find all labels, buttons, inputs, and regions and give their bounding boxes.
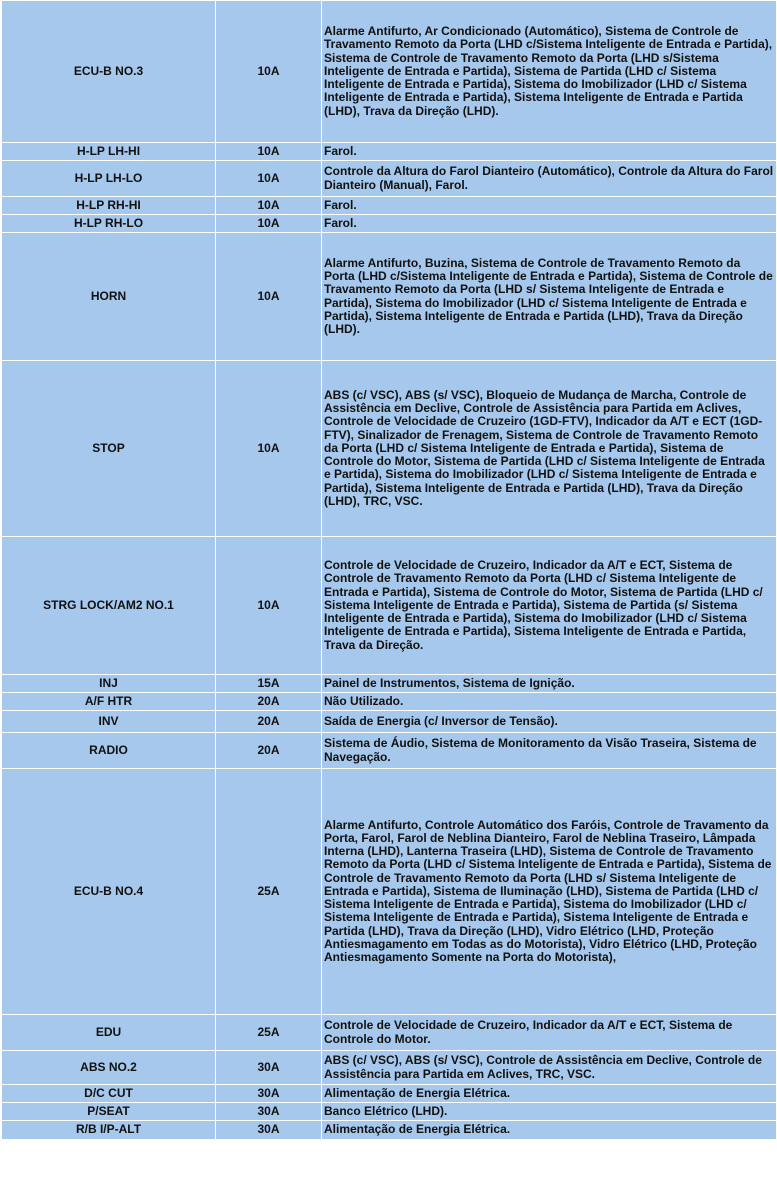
fuse-name: ECU-B NO.3 [2,1,216,143]
fuse-circuits: Alarme Antifurto, Ar Condicionado (Automático), Sistema de Controle de Travamento Remoto da Porta (LHD c/Sistema Inteligente de Entrada e Partida), Sistema de Controle de Travamento Remoto da Porta (LHD s/Sistema Inteligente de Entrada e Partida), Sistema de Partida (LHD c/ Sistema Inteligente de Entrada e Partida), Sistema do Imobilizador (LHD c/ Sistema Inteligente de Entrada e Partida), Sistema Inteligente de Entrada e Partida (LHD), Trava da Direção (LHD). [322,1,777,143]
fuse-circuits: Farol. [322,143,777,161]
table-row [2,733,777,769]
fuse-rating: 20A [216,733,322,769]
fuse-rating: 25A [216,1015,322,1051]
fuse-rating: 30A [216,1121,322,1140]
table-row [2,1085,777,1103]
fuse-rating: 10A [216,215,322,233]
table-row [2,197,777,215]
fuse-circuits: Alarme Antifurto, Buzina, Sistema de Controle de Travamento Remoto da Porta (LHD c/Sistema Inteligente de Entrada e Partida), Sistema de Controle de Travamento Remoto da Porta (LHD s/ Sistema Inteligente de Entrada e Partida), Sistema do Imobilizador (LHD c/ Sistema Inteligente de Entrada e Partida), Sistema Inteligente de Entrada e Partida (LHD), Trava da Direção (LHD). [322,233,777,361]
fuse-name: HORN [2,233,216,361]
table-row [2,675,777,693]
fuse-circuits: Saída de Energia (c/ Inversor de Tensão). [322,711,777,733]
fuse-rating: 30A [216,1051,322,1085]
table-row [2,1051,777,1085]
fuse-circuits: Controle de Velocidade de Cruzeiro, Indicador da A/T e ECT, Sistema de Controle de Travamento Remoto da Porta (LHD c/ Sistema Inteligente de Entrada e Partida), Sistema de Controle do Motor, Sistema de Partida (LHD c/ Sistema Inteligente de Entrada e Partida), Sistema de Partida (s/ Sistema Inteligente de Entrada e Partida), Sistema do Imobilizador (LHD c/ Sistema Inteligente de Entrada e Partida), Sistema Inteligente de Entrada e Partida, Trava da Direção. [322,537,777,675]
fuse-rating: 30A [216,1103,322,1121]
fuse-rating: 10A [216,197,322,215]
fuse-name: H-LP RH-LO [2,215,216,233]
fuse-circuits: Farol. [322,215,777,233]
fuse-name: D/C CUT [2,1085,216,1103]
fuse-circuits: Não Utilizado. [322,693,777,711]
table-row [2,537,777,675]
table-row [2,711,777,733]
fuse-name: STOP [2,361,216,537]
fuse-circuits: Sistema de Áudio, Sistema de Monitoramento da Visão Traseira, Sistema de Navegação. [322,733,777,769]
table-row [2,769,777,1015]
fuse-rating: 10A [216,143,322,161]
fuse-rating: 10A [216,1,322,143]
fuse-circuits: ABS (c/ VSC), ABS (s/ VSC), Bloqueio de Mudança de Marcha, Controle de Assistência em Declive, Controle de Assistência para Partida em Aclives, Controle de Velocidade de Cruzeiro (1GD-FTV), Indicador da A/T e ECT (1GD-FTV), Sinalizador de Frenagem, Sistema de Controle de Travamento Remoto da Porta (LHD c/ Sistema Inteligente de Entrada e Partida), Sistema de Controle do Motor, Sistema de Partida (LHD c/ Sistema Inteligente de Entrada e Partida), Sistema do Imobilizador (LHD c/ Sistema Inteligente de Entrada e Partida), Sistema Inteligente de Entrada e Partida (LHD), Trava da Direção (LHD), TRC, VSC. [322,361,777,537]
fuse-name: STRG LOCK/AM2 NO.1 [2,537,216,675]
fuse-circuits: Painel de Instrumentos, Sistema de Ignição. [322,675,777,693]
table-row [2,1,777,143]
fuse-name: H-LP LH-HI [2,143,216,161]
table-row [2,1015,777,1051]
fuse-circuits: Alarme Antifurto, Controle Automático dos Faróis, Controle de Travamento da Porta, Farol, Farol de Neblina Dianteiro, Farol de Neblina Traseiro, Lâmpada Interna (LHD), Lanterna Traseira (LHD), Sistema de Controle de Travamento Remoto da Porta (LHD c/ Sistema Inteligente de Entrada e Partida), Sistema de Controle de Travamento Remoto da Porta (LHD s/ Sistema Inteligente de Entrada e Partida), Sistema de Iluminação (LHD), Sistema de Partida (LHD c/ Sistema Inteligente de Entrada e Partida), Sistema do Imobilizador (LHD c/ Sistema Inteligente de Entrada e Partida), Sistema Inteligente de Entrada e Partida (LHD), Trava da Direção (LHD), Vidro Elétrico (LHD, Proteção Antiesmagamento em Todas as do Motorista), Vidro Elétrico (LHD, Proteção Antiesmagamento Somente na Porta do Motorista), [322,769,777,1015]
fuse-circuits: Alimentação de Energia Elétrica. [322,1085,777,1103]
fuse-name: A/F HTR [2,693,216,711]
fuse-circuits: Alimentação de Energia Elétrica. [322,1121,777,1140]
fuse-circuits: ABS (c/ VSC), ABS (s/ VSC), Controle de Assistência em Declive, Controle de Assistência para Partida em Aclives, TRC, VSC. [322,1051,777,1085]
table-row [2,361,777,537]
fuse-name: P/SEAT [2,1103,216,1121]
fuse-name: INV [2,711,216,733]
fuse-circuits: Farol. [322,197,777,215]
fuse-rating: 20A [216,711,322,733]
fuse-name: R/B I/P-ALT [2,1121,216,1140]
fuse-name: ABS NO.2 [2,1051,216,1085]
fuse-name: INJ [2,675,216,693]
fuse-rating: 20A [216,693,322,711]
fuse-rating: 10A [216,161,322,197]
fuse-table [1,0,777,1140]
table-row [2,143,777,161]
fuse-name: H-LP LH-LO [2,161,216,197]
fuse-circuits: Controle da Altura do Farol Dianteiro (Automático), Controle da Altura do Farol Dianteiro (Manual), Farol. [322,161,777,197]
fuse-circuits: Banco Elétrico (LHD). [322,1103,777,1121]
table-row [2,161,777,197]
fuse-rating: 30A [216,1085,322,1103]
table-row [2,215,777,233]
table-row [2,693,777,711]
fuse-rating: 25A [216,769,322,1015]
fuse-name: RADIO [2,733,216,769]
fuse-rating: 10A [216,233,322,361]
fuse-rating: 10A [216,537,322,675]
table-row [2,233,777,361]
fuse-rating: 15A [216,675,322,693]
fuse-name: EDU [2,1015,216,1051]
fuse-rating: 10A [216,361,322,537]
table-row [2,1121,777,1140]
fuse-name: H-LP RH-HI [2,197,216,215]
table-row [2,1103,777,1121]
fuse-circuits: Controle de Velocidade de Cruzeiro, Indicador da A/T e ECT, Sistema de Controle do Motor. [322,1015,777,1051]
fuse-name: ECU-B NO.4 [2,769,216,1015]
